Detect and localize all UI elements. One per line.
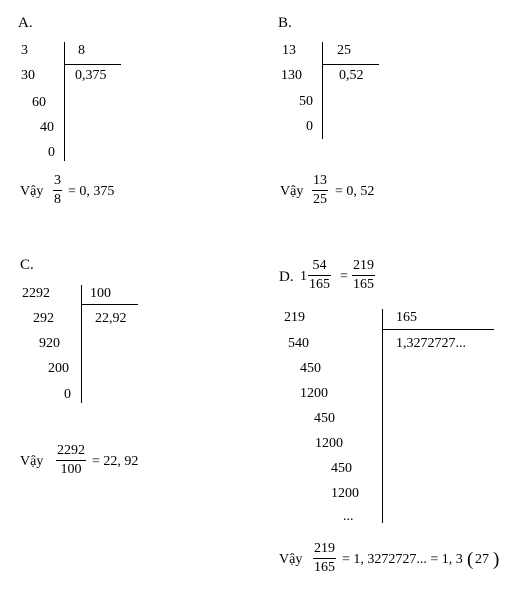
division-vertical-line bbox=[64, 42, 65, 161]
fraction-denominator: 100 bbox=[60, 462, 82, 477]
repeating-period: 27 bbox=[475, 552, 489, 567]
division-step: ... bbox=[343, 509, 354, 524]
conclusion-result: = 22, 92 bbox=[92, 454, 139, 469]
division-step: 30 bbox=[21, 68, 35, 83]
fraction-denominator: 8 bbox=[54, 192, 61, 207]
division-step: 0 bbox=[306, 119, 313, 134]
division-horizontal-line bbox=[81, 304, 138, 305]
mixed-number-fraction bbox=[308, 259, 331, 292]
fraction-numerator: 219 bbox=[314, 541, 335, 556]
division-step: 1200 bbox=[331, 486, 359, 501]
conclusion-prefix: Vậy bbox=[279, 552, 303, 567]
division-step: 450 bbox=[300, 361, 321, 376]
fraction-denominator: 165 bbox=[353, 277, 374, 292]
problem-c-label: C. bbox=[20, 257, 34, 273]
fraction bbox=[312, 174, 328, 207]
repeating-period-close-paren: ) bbox=[493, 549, 500, 570]
problem-a-label: A. bbox=[18, 15, 33, 31]
dividend: 219 bbox=[284, 310, 305, 325]
division-vertical-line bbox=[322, 42, 323, 139]
fraction-denominator: 165 bbox=[314, 560, 335, 575]
divisor: 100 bbox=[90, 286, 111, 301]
division-step: 920 bbox=[39, 336, 60, 351]
division-step: 0 bbox=[64, 387, 71, 402]
problem-b-label: B. bbox=[278, 15, 292, 31]
fraction-denominator: 25 bbox=[313, 192, 327, 207]
quotient: 0,375 bbox=[75, 68, 107, 83]
division-step: 60 bbox=[32, 95, 46, 110]
division-step: 1200 bbox=[300, 386, 328, 401]
fraction bbox=[53, 174, 62, 207]
conclusion-result: = 0, 375 bbox=[68, 184, 115, 199]
division-step: 50 bbox=[299, 94, 313, 109]
conclusion-result: = 1, 3272727... = 1, 3 bbox=[342, 552, 463, 567]
dividend: 3 bbox=[21, 43, 28, 58]
conclusion-result: = 0, 52 bbox=[335, 184, 375, 199]
division-step: 450 bbox=[314, 411, 335, 426]
conclusion-prefix: Vậy bbox=[280, 184, 304, 199]
division-step: 130 bbox=[281, 68, 302, 83]
fraction-numerator: 54 bbox=[312, 258, 327, 273]
mixed-number-whole: 1 bbox=[300, 269, 307, 284]
division-vertical-line bbox=[382, 309, 383, 523]
fraction bbox=[56, 444, 86, 477]
division-step: 450 bbox=[331, 461, 352, 476]
division-horizontal-line bbox=[64, 64, 121, 65]
quotient: 0,52 bbox=[339, 68, 364, 83]
division-step: 200 bbox=[48, 361, 69, 376]
fraction-numerator: 13 bbox=[313, 173, 327, 188]
divisor: 8 bbox=[78, 43, 85, 58]
conclusion-prefix: Vậy bbox=[20, 454, 44, 469]
division-step: 0 bbox=[48, 145, 55, 160]
division-horizontal-line bbox=[382, 329, 494, 330]
division-step: 40 bbox=[40, 120, 54, 135]
division-step: 292 bbox=[33, 311, 54, 326]
division-horizontal-line bbox=[322, 64, 379, 65]
quotient: 22,92 bbox=[95, 311, 127, 326]
repeating-period-open-paren: ( bbox=[467, 549, 474, 570]
divisor: 25 bbox=[337, 43, 351, 58]
division-step: 540 bbox=[288, 336, 309, 351]
fraction bbox=[313, 542, 336, 575]
division-step: 1200 bbox=[315, 436, 343, 451]
equals-sign: = bbox=[340, 269, 348, 284]
improper-fraction bbox=[352, 259, 375, 292]
fraction-denominator: 165 bbox=[309, 277, 330, 292]
fraction-numerator: 2292 bbox=[57, 443, 85, 458]
dividend: 2292 bbox=[22, 286, 50, 301]
division-vertical-line bbox=[81, 285, 82, 403]
conclusion-prefix: Vậy bbox=[20, 184, 44, 199]
problem-d-label: D. bbox=[279, 269, 294, 285]
fraction-numerator: 219 bbox=[353, 258, 374, 273]
fraction-numerator: 3 bbox=[54, 173, 61, 188]
quotient: 1,3272727... bbox=[396, 336, 466, 351]
dividend: 13 bbox=[282, 43, 296, 58]
divisor: 165 bbox=[396, 310, 417, 325]
